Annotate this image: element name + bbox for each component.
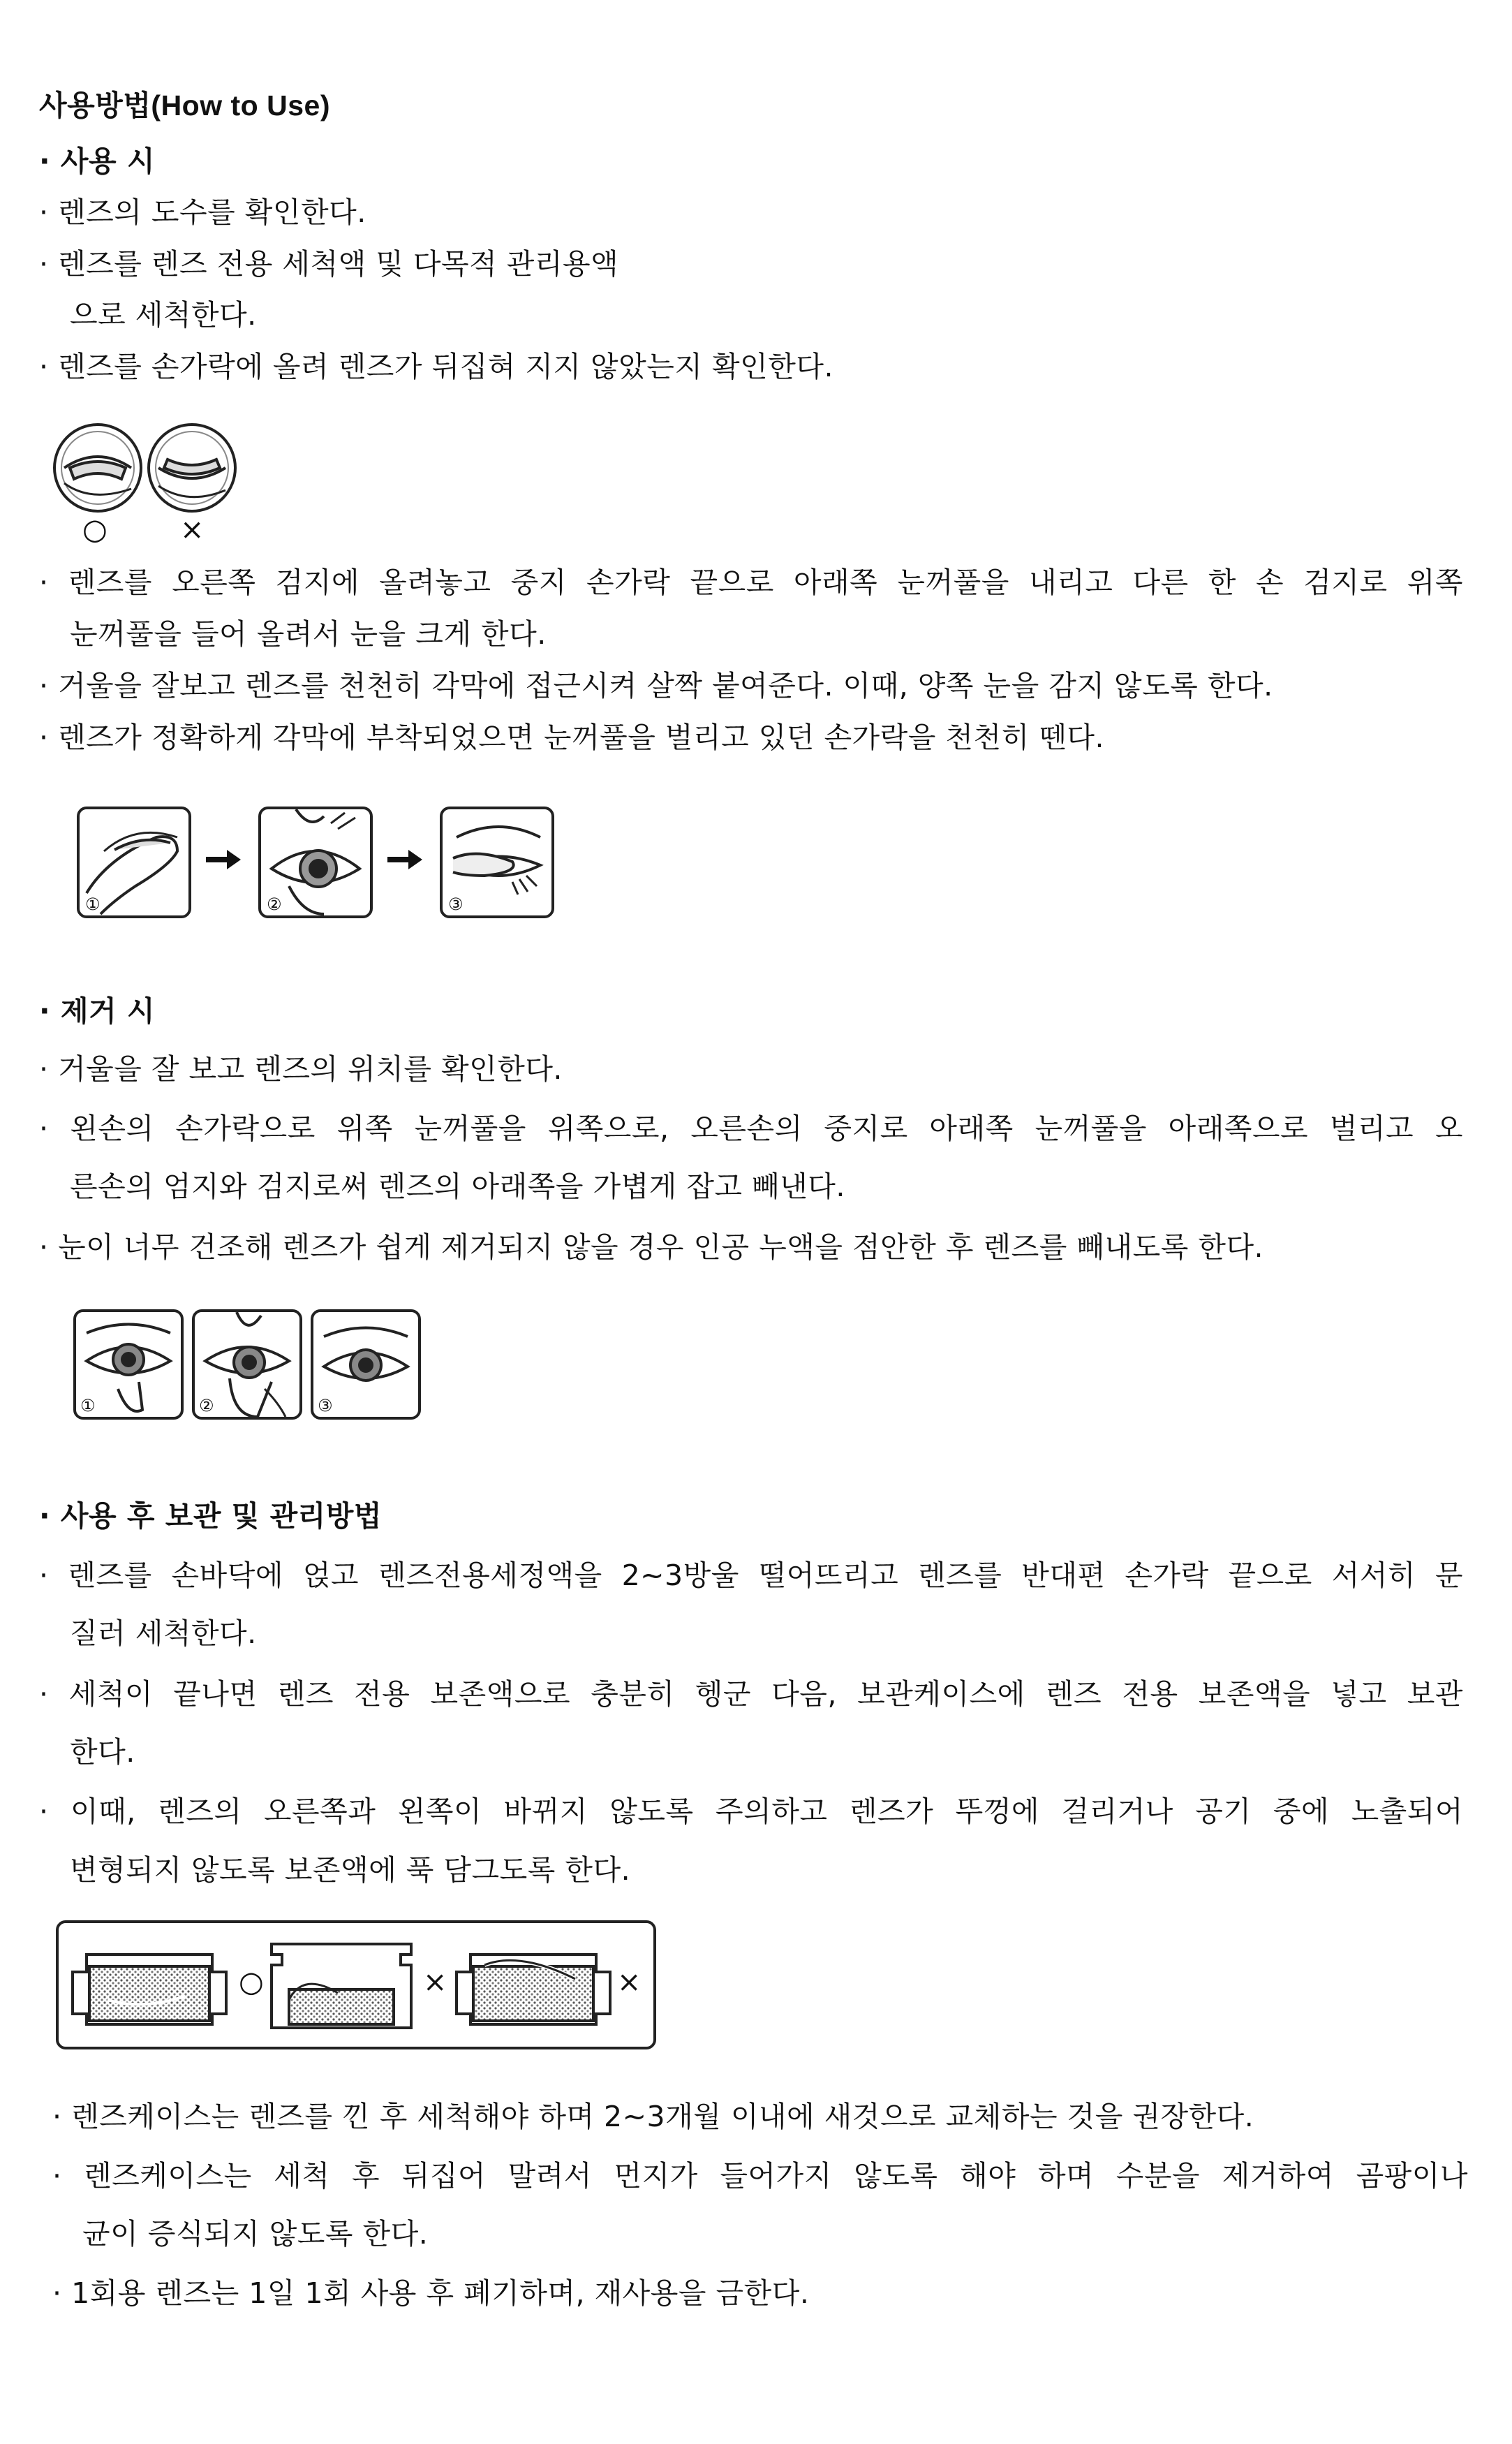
page-title: 사용방법(How to Use) bbox=[39, 89, 330, 122]
section-heading-storage: · 사용 후 보관 및 관리방법 bbox=[39, 1499, 383, 1533]
arrow-right-icon bbox=[206, 847, 241, 872]
lens-check-illustration bbox=[49, 419, 244, 552]
step-number: ② bbox=[267, 895, 282, 914]
step-number: ① bbox=[85, 895, 101, 914]
text-line: 변형되지 않도록 보존액에 푹 담그도록 한다. bbox=[70, 1853, 631, 1887]
lens-case-figure bbox=[56, 1920, 656, 2049]
incorrect-mark: × bbox=[617, 1965, 642, 1998]
insertion-steps-figure bbox=[77, 807, 551, 922]
section-heading-use: · 사용 시 bbox=[39, 145, 155, 178]
step-number: ① bbox=[80, 1396, 96, 1415]
incorrect-mark: × bbox=[423, 1965, 447, 1998]
text-line: 눈꺼풀을 들어 올려서 눈을 크게 한다. bbox=[70, 617, 547, 651]
step-number: ③ bbox=[318, 1396, 333, 1415]
note-line: · 1회용 렌즈는 1일 1회 사용 후 폐기하며, 재사용을 금한다. bbox=[52, 2276, 810, 2310]
arrow-right-icon bbox=[387, 847, 422, 872]
text-line: · 이때, 렌즈의 오른쪽과 왼쪽이 바뀌지 않도록 주의하고 렌즈가 뚜껑에 걸리거나 공기 중에 노출되어 bbox=[39, 1795, 1463, 1828]
lens-check-figure bbox=[49, 419, 244, 552]
step-number: ② bbox=[199, 1396, 214, 1415]
section-heading-remove: · 제거 시 bbox=[39, 994, 155, 1028]
removal-step-2-panel bbox=[192, 1309, 302, 1420]
text-line: · 거울을 잘 보고 렌즈의 위치를 확인한다. bbox=[39, 1052, 563, 1086]
text-line: · 렌즈를 렌즈 전용 세척액 및 다목적 관리용액 bbox=[39, 247, 619, 281]
note-line: 균이 증식되지 않도록 한다. bbox=[82, 2217, 429, 2251]
removal-step-3-panel bbox=[311, 1309, 421, 1420]
incorrect-mark: × bbox=[180, 513, 205, 546]
note-line: · 렌즈케이스는 세척 후 뒤집어 말려서 먼지가 들어가지 않도록 해야 하며 수분을 제거하여 곰팡이나 bbox=[52, 2159, 1468, 2193]
note-line: · 렌즈케이스는 렌즈를 낀 후 세척해야 하며 2~3개월 이내에 새것으로 교체하는 것을 권장한다. bbox=[52, 2100, 1254, 2133]
text-line: · 렌즈를 오른쪽 검지에 올려놓고 중지 손가락 끝으로 아래쪽 눈꺼풀을 내리고 다른 한 손 검지로 위쪽 bbox=[39, 566, 1463, 599]
step-number: ③ bbox=[448, 895, 464, 914]
text-line: · 렌즈를 손가락에 올려 렌즈가 뒤집혀 지지 않았는지 확인한다. bbox=[39, 350, 833, 383]
text-line: 질러 세척한다. bbox=[70, 1617, 257, 1650]
insertion-step-1-panel bbox=[77, 807, 191, 918]
text-line: · 렌즈를 손바닥에 얹고 렌즈전용세정액을 2~3방울 떨어뜨리고 렌즈를 반대편 손가락 끝으로 서서히 문 bbox=[39, 1559, 1463, 1592]
text-line: · 왼손의 손가락으로 위쪽 눈꺼풀을 위쪽으로, 오른손의 중지로 아래쪽 눈꺼풀을 아래쪽으로 벌리고 오 bbox=[39, 1112, 1463, 1145]
text-line: 른손의 엄지와 검지로써 렌즈의 아래쪽을 가볍게 잡고 빼낸다. bbox=[70, 1170, 845, 1203]
text-line: · 렌즈의 도수를 확인한다. bbox=[39, 196, 366, 229]
removal-steps-figure bbox=[73, 1309, 422, 1421]
text-line: · 세척이 끝나면 렌즈 전용 보존액으로 충분히 헹군 다음, 보관케이스에 렌즈 전용 보존액을 넣고 보관 bbox=[39, 1677, 1463, 1711]
text-line: 으로 세척한다. bbox=[70, 298, 257, 332]
insertion-step-2-panel bbox=[258, 807, 373, 918]
correct-mark: ○ bbox=[82, 513, 108, 546]
text-line: · 렌즈가 정확하게 각막에 부착되었으면 눈꺼풀을 벌리고 있던 손가락을 천천히 뗀다. bbox=[39, 721, 1104, 754]
text-line: · 눈이 너무 건조해 렌즈가 쉽게 제거되지 않을 경우 인공 누액을 점안한 후 렌즈를 빼내도록 한다. bbox=[39, 1230, 1264, 1264]
text-line: · 거울을 잘보고 렌즈를 천천히 각막에 접근시켜 살짝 붙여준다. 이때, 양쪽 눈을 감지 않도록 한다. bbox=[39, 669, 1273, 702]
insertion-step-3-panel bbox=[440, 807, 554, 918]
text-line: 한다. bbox=[70, 1735, 135, 1769]
correct-mark: ○ bbox=[239, 1965, 265, 1998]
removal-step-1-panel bbox=[73, 1309, 184, 1420]
lens-case-illustration bbox=[59, 1923, 653, 2047]
